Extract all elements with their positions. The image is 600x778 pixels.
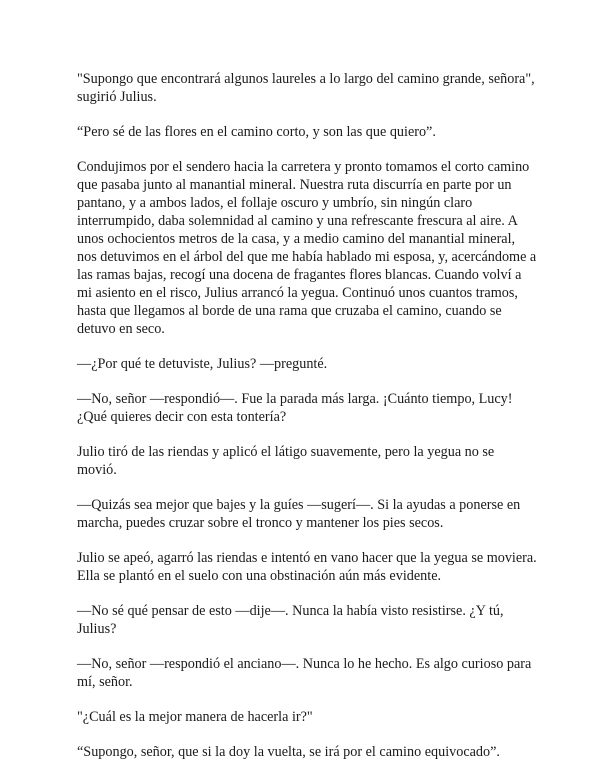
paragraph-6: Julio tiró de las riendas y aplicó el látigo suavemente, pero la yegua no se movió. xyxy=(77,444,495,478)
paragraph-3: Condujimos por el sendero hacia la carretera y pronto tomamos el corto camino que pasaba junto al manantial mineral. Nuestra ruta discurría en parte por un pantano, y a ambos lados, el follaje oscuro y umbrío, sin ningún claro interrumpido, daba solemnidad al camino y una refrescante frescura al aire. A unos ochocientos metros de la casa, y a medio camino del manantial mineral, nos detuvimos en el árbol del que me había hablado mi esposa, y, acercándome a las ramas bajas, recogí una docena de fragantes flores blancas. Cuando volví a mi asiento en el risco, Julius arrancó la yegua. Continuó unos cuantos tramos, hasta que llegamos al borde de una rama que cruzaba el camino, cuando se detuvo en seco. xyxy=(77,159,537,337)
paragraph-7: —Quizás sea mejor que bajes y la guíes —sugerí—. Si la ayudas a ponerse en marcha, puedes cruzar sobre el tronco y mantener los pies secos. xyxy=(77,497,521,531)
document-body xyxy=(77,70,537,778)
paragraph-1: "Supongo que encontrará algunos laureles a lo largo del camino grande, señora", sugirió Julius. xyxy=(77,71,535,105)
paragraph-5: —No, señor —respondió—. Fue la parada más larga. ¡Cuánto tiempo, Lucy! ¿Qué quieres decir con esta tontería? xyxy=(77,391,513,425)
paragraph-12: “Supongo, señor, que si la doy la vuelta, se irá por el camino equivocado”. xyxy=(77,744,500,760)
paragraph-10: —No, señor —respondió el anciano—. Nunca lo he hecho. Es algo curioso para mí, señor. xyxy=(77,656,532,690)
paragraph-2: “Pero sé de las flores en el camino corto, y son las que quiero”. xyxy=(77,124,436,140)
paragraph-11: "¿Cuál es la mejor manera de hacerla ir?" xyxy=(77,709,313,725)
paragraph-8: Julio se apeó, agarró las riendas e intentó en vano hacer que la yegua se moviera. Ella se plantó en el suelo con una obstinación aún más evidente. xyxy=(77,550,537,584)
paragraph-9: —No sé qué pensar de esto —dije—. Nunca la había visto resistirse. ¿Y tú, Julius? xyxy=(77,603,504,637)
paragraph-4: —¿Por qué te detuviste, Julius? —pregunté. xyxy=(77,356,328,372)
